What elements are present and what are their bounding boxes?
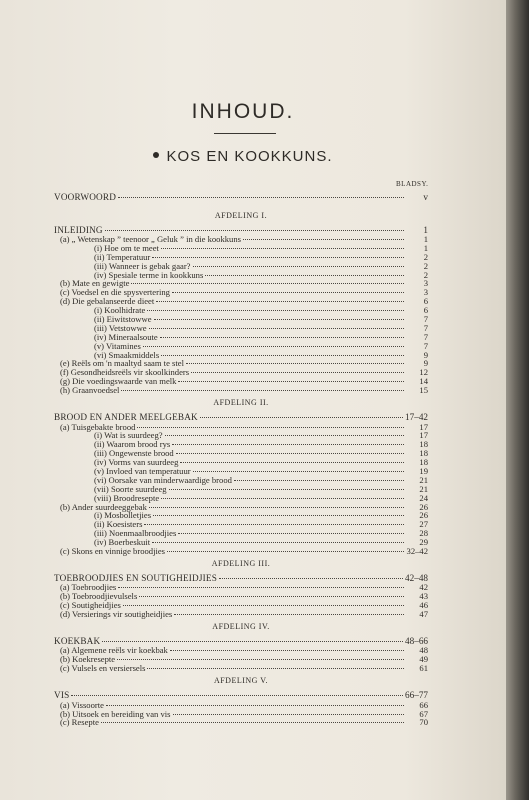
toc-entry-label: (a) „ Wetenskap ” teenoor „ Geluk ” in die kookkuns <box>60 234 241 244</box>
toc-entry-label: (v) Invloed van temperatuur <box>94 465 191 476</box>
bullet-icon <box>153 152 159 158</box>
dot-leader <box>118 197 404 198</box>
dot-leader <box>169 489 404 490</box>
dot-leader <box>71 695 403 696</box>
toc-page-number: 3 <box>423 287 428 298</box>
toc-page-number: 46 <box>419 600 428 611</box>
toc-entry-label: (iv) Boerbeskuit <box>94 537 151 548</box>
toc-page-number: 67 <box>419 708 428 719</box>
toc-page-number: 43 <box>419 591 428 602</box>
toc-entry-label: (ii) Waarom brood rys <box>94 439 171 450</box>
toc-entry-label: (e) Reëls om 'n maaltyd saam te stel <box>60 358 184 369</box>
toc-entry-label: (b) Koekresepte <box>60 654 116 665</box>
toc-page-number: 18 <box>419 439 428 450</box>
dot-leader <box>161 498 404 499</box>
toc-entry-label: (iv) Mineraalsoute <box>94 331 158 342</box>
dot-leader <box>172 292 404 293</box>
dot-leader <box>121 390 404 391</box>
toc-page-number: 18 <box>419 457 428 468</box>
toc-entry-row <box>54 610 428 619</box>
toc-entry-label: (iii) Vetstowwe <box>94 322 147 333</box>
dot-leader <box>165 435 404 436</box>
dot-leader <box>170 650 404 651</box>
toc-entry-label: (b) Uitsoek en bereiding van vis <box>60 708 171 719</box>
dot-leader <box>243 239 404 240</box>
toc-page-number: 29 <box>419 537 428 548</box>
toc-page-number: 9 <box>423 358 428 369</box>
toc-page-number: 3 <box>423 278 428 289</box>
subtitle-text: KOS EN KOOKKUNS. <box>166 148 333 165</box>
toc-page-number: 18 <box>419 448 428 459</box>
toc-entry-label: (vi) Smaakmiddels <box>94 349 160 360</box>
toc-page-number: 26 <box>419 501 428 512</box>
dot-leader <box>205 275 404 276</box>
dot-leader <box>174 614 404 615</box>
dot-leader <box>117 659 404 660</box>
toc-page-number: 48–66 <box>405 635 428 646</box>
toc-page-number: 42–48 <box>405 572 428 583</box>
toc-entry-label: (iii) Wanneer is gebak gaar? <box>94 260 191 271</box>
toc-page-number: 17–42 <box>405 412 428 423</box>
dot-leader <box>178 381 404 382</box>
toc-entry-label: (d) Versierings vir soutigheidjies <box>60 609 173 620</box>
dot-leader <box>234 480 404 481</box>
toc-page-number: 49 <box>419 654 428 665</box>
toc-entry-label: (iii) Ongewenste brood <box>94 448 174 459</box>
toc-page-number: 1 <box>423 234 428 244</box>
toc-entry-label: (i) Mosbolletjies <box>94 510 152 521</box>
toc-entry-label: (ii) Eiwitstowwe <box>94 314 152 325</box>
toc-entry-row <box>54 718 428 727</box>
toc-entry-label: INLEIDING <box>54 224 103 235</box>
toc-page-number: 7 <box>423 322 428 333</box>
dot-leader <box>149 507 404 508</box>
toc-entry-label: (v) Vitamines <box>94 340 141 351</box>
dot-leader <box>143 346 404 347</box>
toc-entry-label: (c) Skons en vinnige broodjies <box>60 546 166 556</box>
toc-page-number: 32–42 <box>406 546 428 556</box>
toc-entry-label: (vi) Oorsake van minderwaardige brood <box>94 474 232 485</box>
section-heading: AFDELING V. <box>213 676 269 686</box>
section-heading: AFDELING IV. <box>212 621 270 631</box>
dot-leader <box>106 705 404 706</box>
dot-leader <box>161 248 404 249</box>
toc-chapter-row <box>54 192 428 203</box>
toc-page-number: 61 <box>419 663 428 674</box>
toc-page-number: 21 <box>419 474 428 485</box>
toc-entry-label: (c) Soutigheidjies <box>60 600 121 611</box>
toc-entry-label: (iv) Vorms van suurdeeg <box>94 457 179 468</box>
dot-leader <box>153 515 404 516</box>
toc-page-number: 42 <box>419 582 428 593</box>
dot-leader <box>178 533 404 534</box>
dot-leader <box>105 230 404 231</box>
toc-entry-label: (h) Graanvoedsel <box>60 385 120 396</box>
dot-leader <box>131 283 404 284</box>
dot-leader <box>172 444 404 445</box>
toc-page-number: 24 <box>419 492 428 503</box>
title-underline <box>214 133 276 134</box>
table-of-contents <box>54 190 428 727</box>
dot-leader <box>149 328 404 329</box>
toc-entry-label: (b) Toebroodjievulsels <box>60 591 138 602</box>
dot-leader <box>137 427 404 428</box>
page-title: INHOUD. <box>191 100 295 123</box>
toc-page-number: 2 <box>423 251 428 262</box>
toc-entry-row <box>54 664 428 673</box>
toc-entry-label: (viii) Broodresepte <box>94 492 160 503</box>
section-heading: AFDELING I. <box>214 210 268 220</box>
dot-leader <box>154 319 404 320</box>
toc-entry-label: TOEBROODJIES EN SOUTIGHEIDJIES <box>54 572 218 583</box>
toc-entry-label: (b) Mate en gewigte <box>60 278 130 289</box>
book-spine <box>506 0 529 800</box>
toc-page-number: v <box>423 192 428 202</box>
toc-entry-label: (c) Voedsel en die spysvertering <box>60 287 170 298</box>
toc-page-number: 70 <box>419 717 428 728</box>
toc-entry-label: (c) Resepte <box>60 717 99 728</box>
toc-entry-row <box>54 710 428 719</box>
toc-entry-label: (a) Toebroodjies <box>60 582 117 593</box>
dot-leader <box>152 542 404 543</box>
toc-page-number: 21 <box>419 483 428 494</box>
toc-page-number: 1 <box>423 242 428 253</box>
toc-entry-row <box>54 547 428 556</box>
dot-leader <box>219 578 403 579</box>
toc-entry-row <box>54 386 428 395</box>
section-heading: AFDELING III. <box>211 558 271 568</box>
dot-leader <box>160 337 404 338</box>
dot-leader <box>147 310 404 311</box>
toc-entry-label: (i) Koolhidrate <box>94 305 146 316</box>
toc-entry-label: (d) Die gebalanseerde dieet <box>60 296 155 307</box>
toc-page-number: 19 <box>419 465 428 476</box>
dot-leader <box>156 301 404 302</box>
toc-page-number: 12 <box>419 367 428 378</box>
toc-page-number: 2 <box>423 260 428 271</box>
toc-entry-label: (i) Hoe om te meet <box>94 242 159 253</box>
toc-chapter-row <box>54 412 428 423</box>
toc-entry-label: (i) Wat is suurdeeg? <box>94 430 163 441</box>
toc-page-number: 66 <box>419 699 428 710</box>
toc-page-number: 6 <box>423 296 428 307</box>
dot-leader <box>180 462 404 463</box>
dot-leader <box>123 605 404 606</box>
toc-entry-label: (a) Tuisgebakte brood <box>60 421 136 432</box>
page-column-header: BLADSY. <box>396 180 429 188</box>
dot-leader <box>147 668 404 669</box>
toc-entry-label: (f) Gesondheidsreëls vir skoolkinders <box>60 367 190 378</box>
toc-entry-label: (ii) Temperatuur <box>94 251 151 262</box>
toc-page-number: 1 <box>423 224 428 235</box>
toc-page-number: 9 <box>423 349 428 360</box>
toc-page-number: 15 <box>419 385 428 396</box>
toc-page-number: 28 <box>419 528 428 539</box>
toc-page-number: 26 <box>419 510 428 521</box>
toc-page-number: 17 <box>419 421 428 432</box>
dot-leader <box>200 417 403 418</box>
toc-page-number: 7 <box>423 331 428 342</box>
toc-page-number: 7 <box>423 340 428 351</box>
toc-entry-label: (vii) Soorte suurdeeg <box>94 483 167 494</box>
toc-entry-label: (a) Algemene reëls vir koekbak <box>60 645 168 656</box>
toc-page-number: 6 <box>423 305 428 316</box>
dot-leader <box>161 355 404 356</box>
toc-entry-label: VIS <box>54 690 70 701</box>
toc-entry-label: BROOD EN ANDER MEELGEBAK <box>54 412 198 423</box>
dot-leader <box>191 372 404 373</box>
dot-leader <box>176 453 404 454</box>
toc-entry-label: (iii) Noenmaalbroodjies <box>94 528 177 539</box>
dot-leader <box>193 471 404 472</box>
dot-leader <box>139 596 404 597</box>
toc-page-number: 17 <box>419 430 428 441</box>
dot-leader <box>193 266 405 267</box>
dot-leader <box>173 714 405 715</box>
toc-page-number: 2 <box>423 269 428 280</box>
toc-entry-label: (ii) Koesisters <box>94 519 143 530</box>
toc-entry-label: (b) Ander suurdeeggebak <box>60 501 147 512</box>
dot-leader <box>144 524 404 525</box>
toc-entry-label: (c) Vulsels en versiersels <box>60 663 146 674</box>
toc-chapter-row <box>54 690 428 701</box>
toc-page-number: 14 <box>419 376 428 387</box>
toc-entry-label: VOORWOORD <box>54 192 117 202</box>
toc-page-number: 66–77 <box>405 690 428 701</box>
section-heading: AFDELING II. <box>213 398 269 408</box>
toc-page-number: 27 <box>419 519 428 530</box>
dot-leader <box>102 641 403 642</box>
book-subtitle <box>0 148 486 165</box>
dot-leader <box>186 363 404 364</box>
toc-entry-label: (a) Vissoorte <box>60 699 104 710</box>
dot-leader <box>118 587 404 588</box>
dot-leader <box>101 722 404 723</box>
toc-entry-label: (iv) Spesiale terme in kookkuns <box>94 269 204 280</box>
toc-entry-label: (g) Die voedingswaarde van melk <box>60 376 177 387</box>
toc-page-number: 48 <box>419 645 428 656</box>
dot-leader <box>167 551 404 552</box>
toc-page-number: 47 <box>419 609 428 620</box>
toc-entry-label: KOEKBAK <box>54 635 101 646</box>
dot-leader <box>152 257 404 258</box>
toc-page-number: 7 <box>423 314 428 325</box>
